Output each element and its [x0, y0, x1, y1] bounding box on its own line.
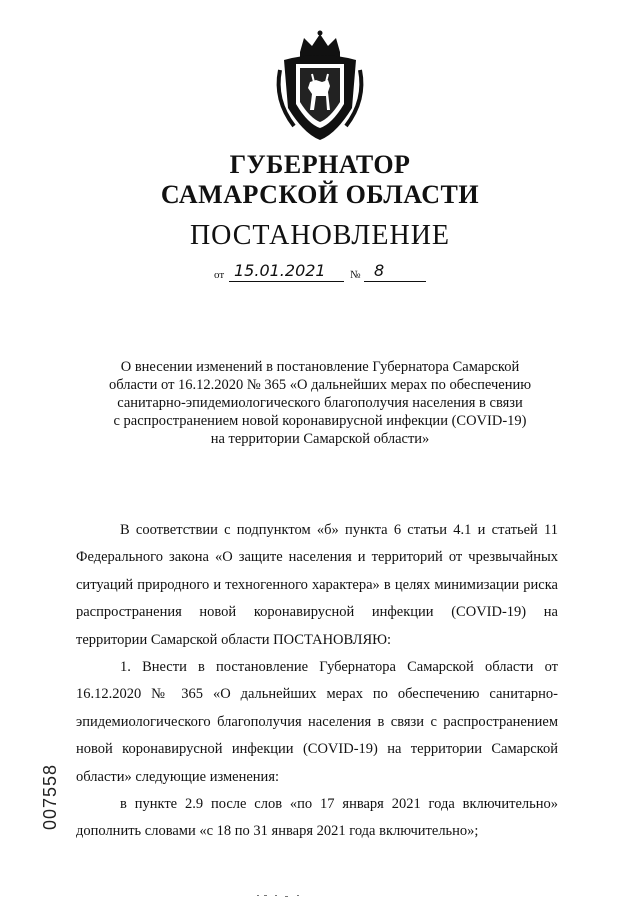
number-value: 8	[374, 261, 385, 280]
title-line: санитарно-эпидемиологического благополучия населения в связи	[117, 395, 523, 411]
registration-number-text: 007558	[40, 763, 60, 830]
date-underline	[229, 281, 344, 282]
date-number-line	[214, 262, 444, 284]
body-paragraph: в пункте 2.9 после слов «по 17 января 2021 года включительно» дополнить словами «с 18 по 31 января 2021 года включительно»;	[76, 796, 558, 840]
number-underline	[364, 281, 426, 282]
document-title	[90, 358, 550, 448]
document-body	[76, 517, 558, 846]
number-label: №	[350, 269, 361, 281]
date-label: от	[214, 269, 225, 281]
coat-of-arms-icon	[270, 30, 370, 142]
body-paragraph: 1. Внести в постановление Губернатора Самарской области от 16.12.2020 № 365 «О дальнейших мерах по обеспечению санитарно-эпидемиологического благополучия населения в связи с распространением новой коронавирусной инфекции (COVID-19) на территории Самарской области» следующие изменения:	[76, 659, 558, 785]
title-line: на территории Самарской области»	[210, 431, 430, 447]
registration-number	[40, 763, 66, 900]
title-line: с распространением новой коронавирусной инфекции (COVID-19)	[113, 413, 527, 429]
title-line: области от 16.12.2020 № 365 «О дальнейших мерах по обеспечению	[108, 377, 532, 393]
document-type: ПОСТАНОВЛЕНИЕ	[189, 220, 451, 251]
body-paragraph: В соответствии с подпунктом «б» пункта 6 статьи 4.1 и статьей 11 Федерального закона «О защите населения и территорий от чрезвычайных ситуаций природного и техногенного характера» в целях минимизации риска распространения новой коронавирусной инфекции (COVID-19) на территории Самарской области ПОСТАНОВЛЯЮ:	[76, 522, 558, 648]
title-line: О внесении изменений в постановление Губернатора Самарской	[120, 359, 520, 375]
org-title-line2: САМАРСКОЙ ОБЛАСТИ	[160, 180, 480, 209]
org-title-line1: ГУБЕРНАТОР	[229, 150, 411, 179]
date-value: 15.01.2021	[234, 261, 326, 280]
scan-specks	[255, 893, 315, 899]
